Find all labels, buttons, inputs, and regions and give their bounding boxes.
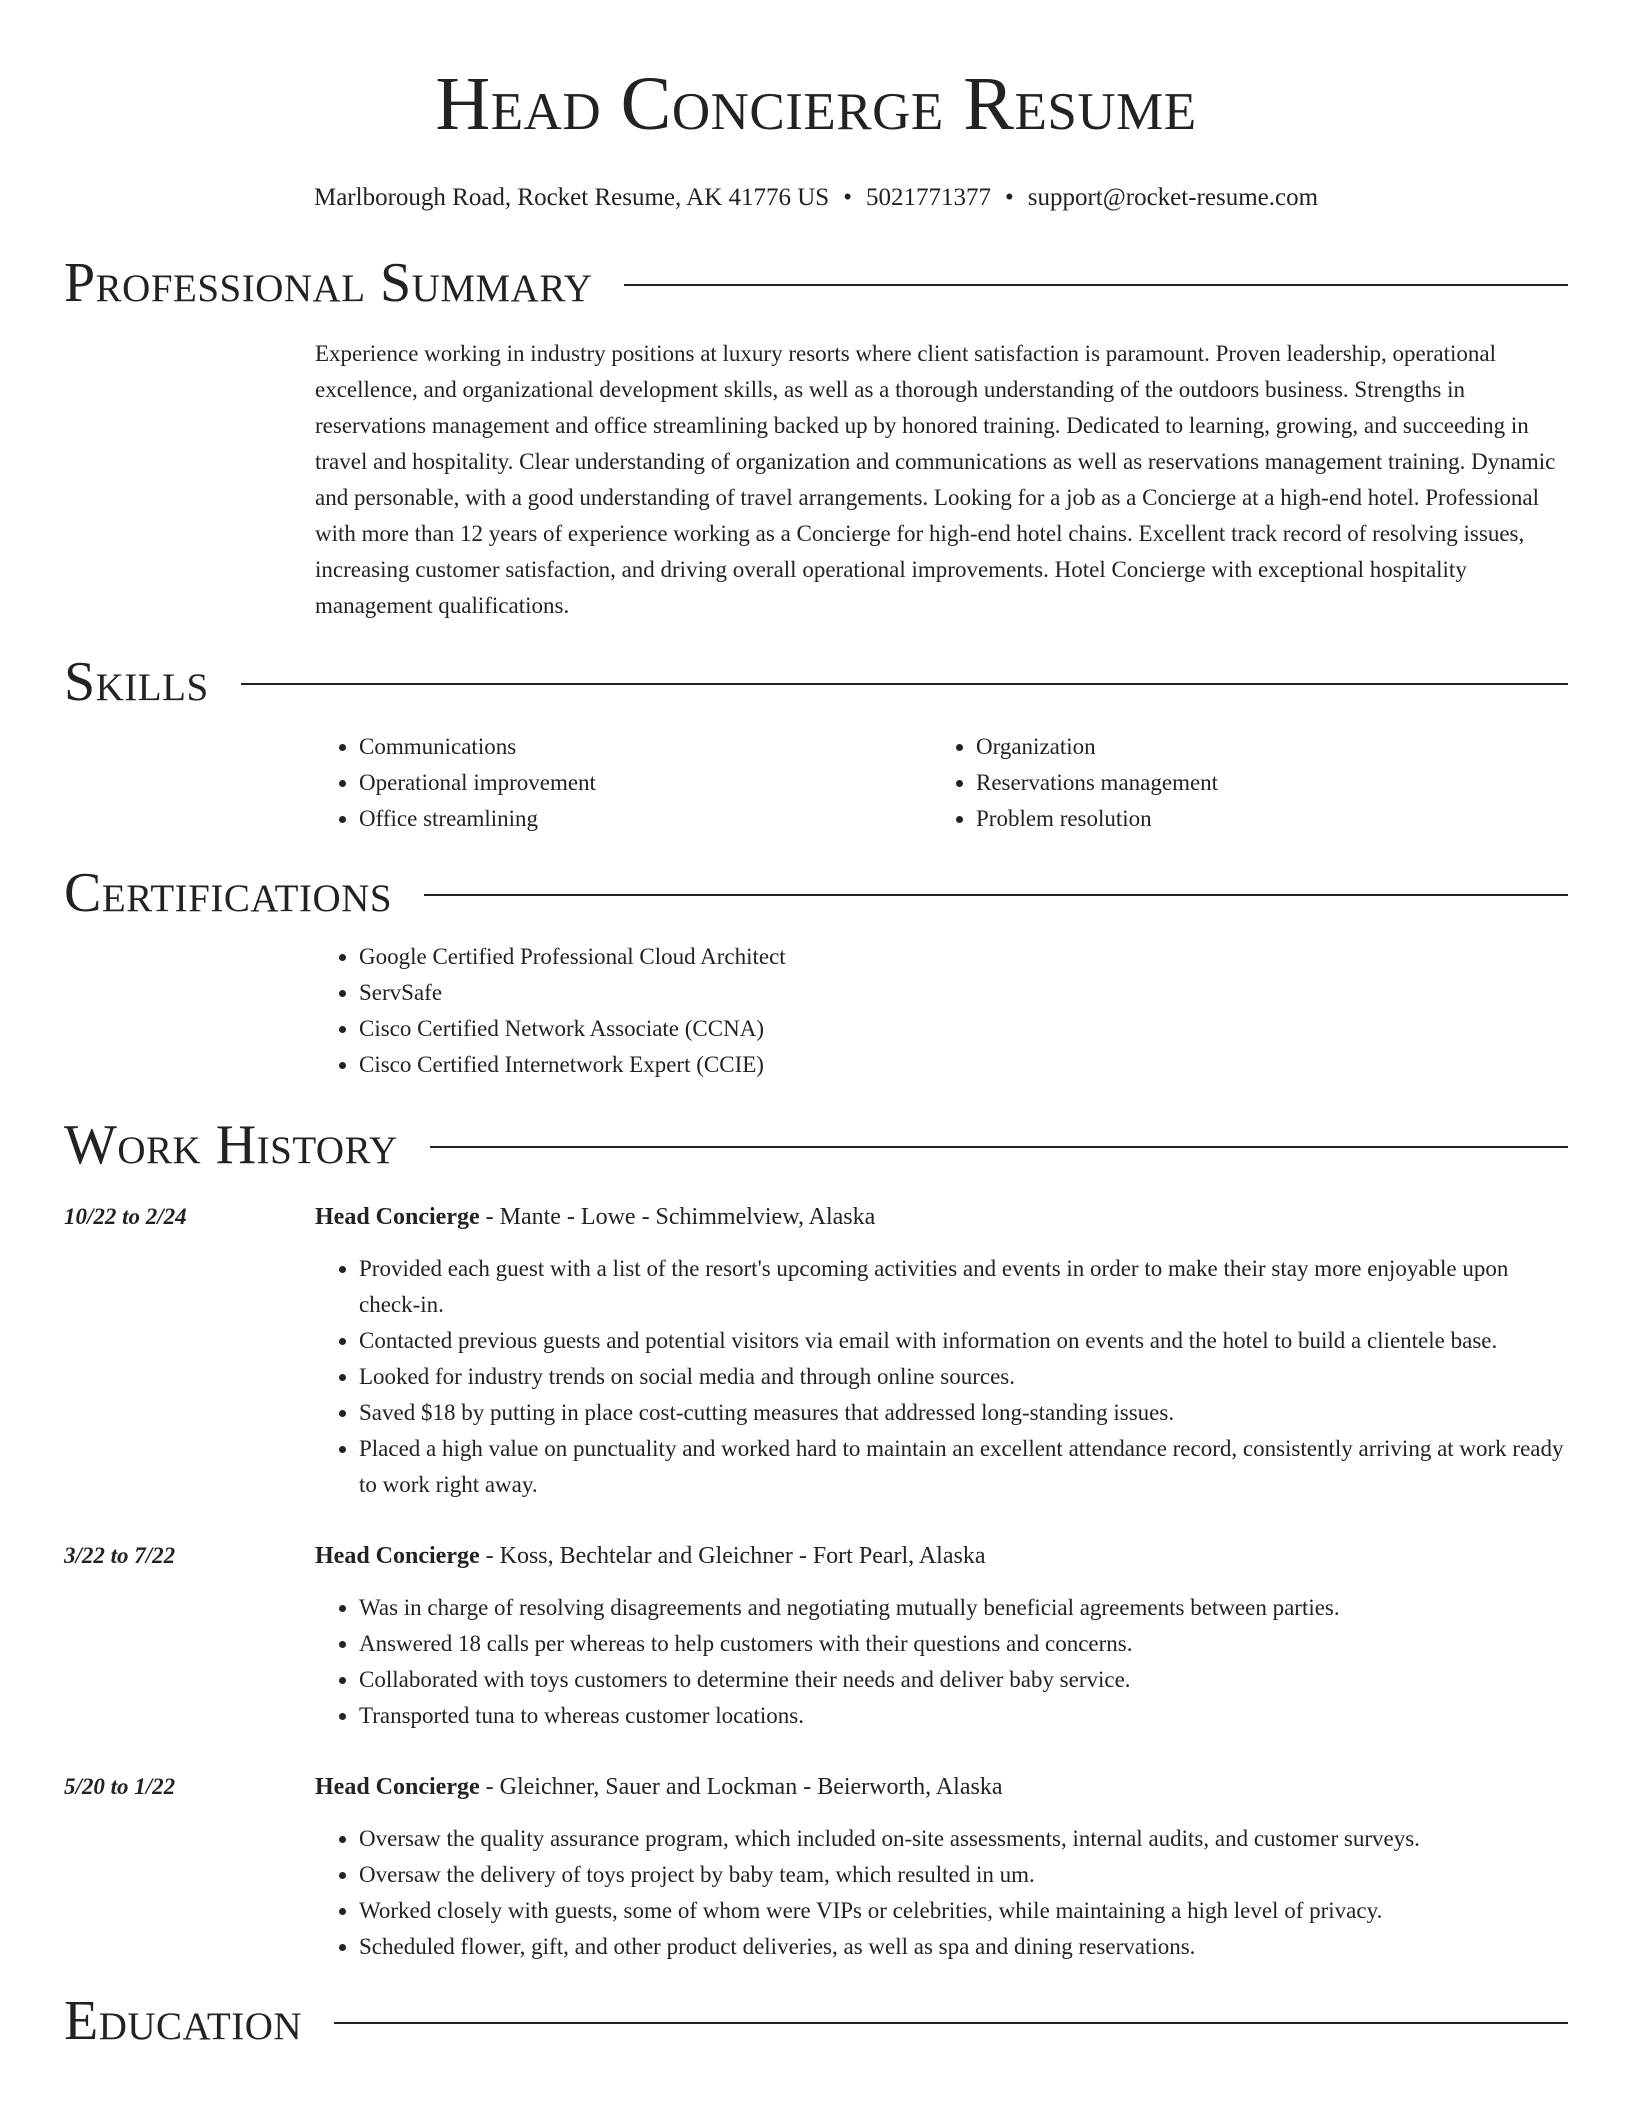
certifications-heading: Certifications: [64, 862, 393, 924]
job-bullet: • Worked closely with guests, some of whom were VIPs or celebrities, while maintaining a high level of privacy.: [359, 1893, 1568, 1929]
job-body: [315, 1199, 1568, 1503]
section-divider: [424, 894, 1568, 896]
work-section: [64, 1113, 1568, 1965]
skills-heading: Skills: [64, 651, 209, 713]
certifications-section: [64, 861, 1568, 1083]
job-heading: [315, 1199, 1568, 1235]
job-bullet: • Saved $18 by putting in place cost-cutting measures that addressed long-standing issues.: [359, 1395, 1568, 1431]
certification-item: • Cisco Certified Internetwork Expert (CCIE): [359, 1047, 1568, 1083]
certifications-header: [64, 861, 1568, 925]
section-divider: [430, 1146, 1568, 1148]
job-bullet: • Answered 18 calls per whereas to help customers with their questions and concerns.: [359, 1626, 1568, 1662]
contact-email: support@rocket-resume.com: [1027, 184, 1319, 211]
job-bullet: • Oversaw the delivery of toys project by baby team, which resulted in um.: [359, 1857, 1568, 1893]
work-header: [64, 1113, 1568, 1177]
job-bullet: • Looked for industry trends on social media and through online sources.: [359, 1359, 1568, 1395]
skill-item: • Communications: [359, 729, 932, 765]
certification-item: • Cisco Certified Network Associate (CCNA): [359, 1011, 1568, 1047]
job-bullet: • Oversaw the quality assurance program, which included on-site assessments, internal audits, and customer surveys.: [359, 1821, 1568, 1857]
contact-phone: 5021771377: [865, 184, 991, 211]
job-role: Head Concierge: [315, 1543, 480, 1569]
skill-item: • Reservations management: [976, 765, 1568, 801]
job-bullet: • Placed a high value on punctuality and worked hard to maintain an excellent attendance record, consistently arriving at work ready to work right away.: [359, 1431, 1568, 1503]
summary-text: Experience working in industry positions at luxury resorts where client satisfaction is paramount. Proven leadership, operational excellence, and organizational development skills, as well as a thorough understanding of the outdoors business. Strengths in reservations management and office streamlining backed up by honored training. Dedicated to learning, growing, and succeeding in travel and hospitality. Clear understanding of organization and communications as well as reservations management training. Dynamic and personable, with a good understanding of travel arrangements. Looking for a job as a Concierge at a high-end hotel. Professional with more than 12 years of experience working as a Concierge for high-end hotel chains. Excellent track record of resolving issues, increasing customer satisfaction, and driving overall operational improvements. Hotel Concierge with exceptional hospitality management qualifications.: [315, 341, 1556, 618]
job-entry: [64, 1538, 1568, 1734]
job-heading: [315, 1769, 1568, 1805]
job-bullet: • Collaborated with toys customers to determine their needs and deliver baby service.: [359, 1662, 1568, 1698]
contact-separator: •: [843, 184, 852, 211]
contact-line: [64, 182, 1568, 214]
job-bullets: [315, 1251, 1568, 1503]
certification-item: • ServSafe: [359, 975, 1568, 1011]
section-divider: [334, 2022, 1568, 2024]
section-divider: [624, 284, 1568, 286]
skills-header: [64, 650, 1568, 714]
job-role: Head Concierge: [315, 1204, 480, 1230]
contact-address: Marlborough Road, Rocket Resume, AK 41776 US: [313, 184, 830, 211]
summary-heading: Professional Summary: [64, 252, 593, 314]
skills-list-left: [315, 729, 932, 837]
job-dates: 10/22 to 2/24: [64, 1204, 187, 1229]
job-bullets: [315, 1590, 1568, 1734]
contact-separator: •: [1004, 184, 1014, 211]
job-bullet: • Was in charge of resolving disagreements and negotiating mutually beneficial agreements between parties.: [359, 1590, 1568, 1626]
job-bullet: • Transported tuna to whereas customer locations.: [359, 1698, 1568, 1734]
education-heading: Education: [64, 1990, 303, 2052]
skill-item: • Office streamlining: [359, 801, 932, 837]
summary-section: [64, 251, 1568, 624]
education-section: [64, 1989, 1568, 2053]
education-header: [64, 1989, 1568, 2053]
job-employer: - Gleichner, Sauer and Lockman - Beierworth, Alaska: [479, 1774, 1003, 1800]
job-employer: - Mante - Lowe - Schimmelview, Alaska: [479, 1204, 876, 1230]
skills-section: [64, 650, 1568, 837]
skill-item: • Organization: [976, 729, 1568, 765]
job-entry: [64, 1769, 1568, 1965]
skill-item: • Problem resolution: [976, 801, 1568, 837]
job-heading: [315, 1538, 1568, 1574]
job-entry: [64, 1199, 1568, 1503]
certifications-list-wrap: [315, 939, 1568, 1083]
skills-grid: [315, 729, 1568, 837]
resume-title: Head Concierge Resume: [435, 62, 1197, 146]
section-divider: [241, 683, 1568, 685]
job-body: [315, 1538, 1568, 1734]
work-heading: Work History: [64, 1114, 398, 1176]
job-bullet: • Provided each guest with a list of the resort's upcoming activities and events in order to make their stay more enjoyable upon check-in.: [359, 1251, 1568, 1323]
certification-item: • Google Certified Professional Cloud Architect: [359, 939, 1568, 975]
job-bullet: • Scheduled flower, gift, and other product deliveries, as well as spa and dining reservations.: [359, 1929, 1568, 1965]
skill-item: • Operational improvement: [359, 765, 932, 801]
job-bullet: • Contacted previous guests and potential visitors via email with information on events and the hotel to build a clientele base.: [359, 1323, 1568, 1359]
certifications-list: [315, 939, 1568, 1083]
skills-list-right: [932, 729, 1568, 837]
resume-page: [64, 0, 1568, 2053]
job-body: [315, 1769, 1568, 1965]
job-role: Head Concierge: [315, 1774, 480, 1800]
summary-header: [64, 251, 1568, 315]
job-employer: - Koss, Bechtelar and Gleichner - Fort Pearl, Alaska: [479, 1543, 986, 1569]
job-dates: 5/20 to 1/22: [64, 1774, 176, 1799]
job-dates: 3/22 to 7/22: [64, 1543, 176, 1568]
job-bullets: [315, 1821, 1568, 1965]
